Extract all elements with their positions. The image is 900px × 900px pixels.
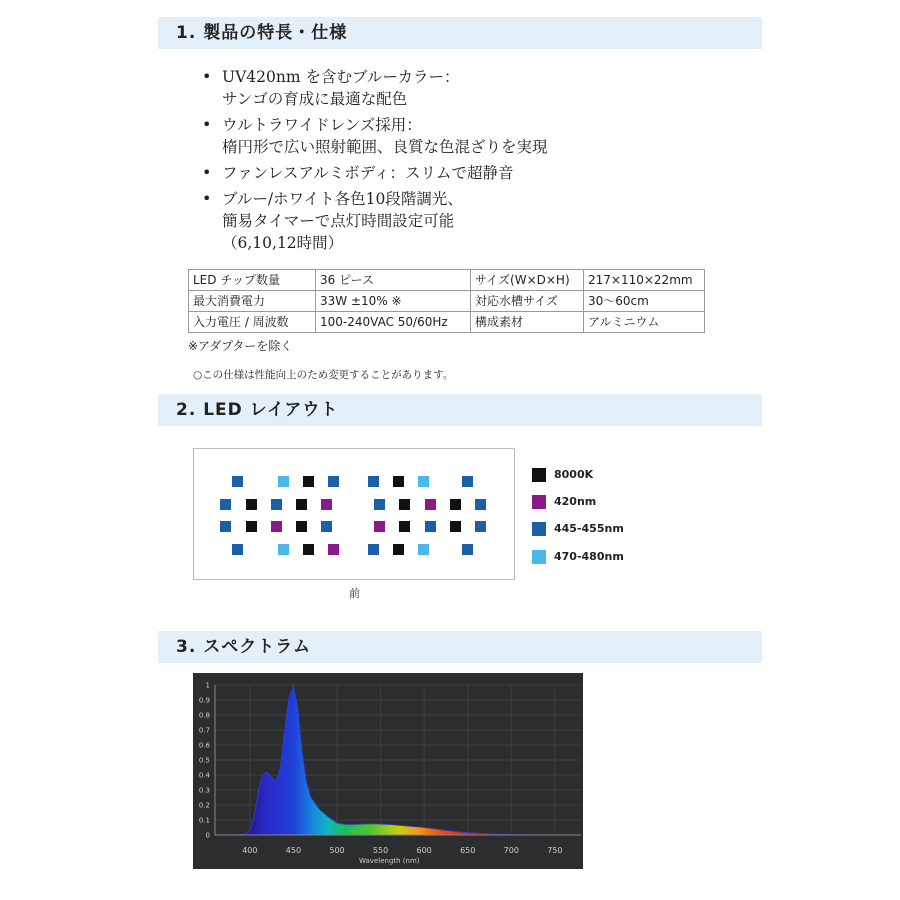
spec-value: 33W ±10% ※ — [316, 291, 471, 312]
front-label: 前 — [349, 587, 360, 600]
led-chip — [450, 521, 461, 532]
section-heading-features: 1. 製品の特長・仕様 — [158, 17, 762, 49]
spec-label: LED チップ数量 — [189, 270, 316, 291]
feature-item — [200, 162, 548, 184]
feature-list — [200, 66, 548, 258]
feature-item — [200, 66, 548, 110]
led-chip — [368, 476, 379, 487]
section-heading-led-layout: 2. LED レイアウト — [158, 394, 762, 426]
led-chip — [450, 499, 461, 510]
led-chip — [418, 544, 429, 555]
y-tick-label: 0.5 — [198, 756, 210, 765]
feature-line: サンゴの育成に最適な配色 — [222, 90, 408, 108]
led-chip — [321, 521, 332, 532]
feature-line: • UV420nm を含むブルーカラー： — [222, 68, 460, 86]
legend-swatch — [532, 550, 546, 564]
spec-value: 30〜60cm — [584, 291, 705, 312]
led-chip — [425, 521, 436, 532]
led-chip — [393, 476, 404, 487]
feature-line: 簡易タイマーで点灯時間設定可能 — [222, 212, 455, 230]
feature-item — [200, 114, 548, 158]
y-tick-label: 0.2 — [198, 801, 210, 810]
spectrum-chart — [193, 673, 583, 869]
led-chip — [328, 476, 339, 487]
feature-line: • ファンレスアルミボディ：スリムで超静音 — [222, 164, 514, 182]
x-tick-label: 600 — [416, 846, 432, 855]
spec-value: 217×110×22mm — [584, 270, 705, 291]
section-heading-spectrum: 3. スペクトラム — [158, 631, 762, 663]
led-chip — [462, 476, 473, 487]
y-tick-label: 1 — [205, 681, 210, 690]
spec-value: アルミニウム — [584, 312, 705, 333]
legend-swatch — [532, 468, 546, 482]
spec-value: 36 ピース — [316, 270, 471, 291]
led-chip — [220, 499, 231, 510]
led-chip — [399, 521, 410, 532]
y-tick-label: 0.7 — [198, 726, 210, 735]
y-tick-label: 0.9 — [198, 696, 210, 705]
led-chip — [462, 544, 473, 555]
y-tick-label: 0.4 — [198, 771, 210, 780]
legend-swatch — [532, 495, 546, 509]
y-tick-label: 0.8 — [198, 711, 210, 720]
y-tick-label: 0.1 — [198, 816, 210, 825]
led-chip — [303, 476, 314, 487]
led-chip — [475, 499, 486, 510]
feature-line: 楕円形で広い照射範囲、良質な色混ざりを実現 — [222, 138, 548, 156]
led-chip — [246, 521, 257, 532]
x-tick-label: 700 — [503, 846, 519, 855]
spec-label: 構成素材 — [471, 312, 584, 333]
led-chip — [393, 544, 404, 555]
led-chip — [475, 521, 486, 532]
feature-item — [200, 188, 548, 254]
legend-label: 8000K — [554, 468, 594, 481]
led-chip — [368, 544, 379, 555]
spec-label: 最大消費電力 — [189, 291, 316, 312]
x-tick-label: 650 — [460, 846, 476, 855]
led-layout-diagram — [193, 448, 515, 580]
y-tick-label: 0.3 — [198, 786, 210, 795]
x-tick-label: 400 — [242, 846, 258, 855]
feature-line: • ウルトラワイドレンズ採用： — [222, 116, 422, 134]
led-chip — [303, 544, 314, 555]
led-chip — [232, 544, 243, 555]
led-chip — [328, 544, 339, 555]
chart-background — [193, 673, 583, 869]
table-row — [189, 270, 705, 291]
table-row — [189, 312, 705, 333]
legend-swatch — [532, 522, 546, 536]
led-chip — [374, 521, 385, 532]
x-tick-label: 750 — [547, 846, 563, 855]
table-row — [189, 291, 705, 312]
legend-label: 420nm — [554, 495, 597, 508]
led-chip — [246, 499, 257, 510]
adapter-note: ※アダプターを除く — [188, 339, 293, 353]
led-chip — [425, 499, 436, 510]
legend-label: 470-480nm — [554, 550, 624, 563]
led-chip — [296, 521, 307, 532]
led-chip — [296, 499, 307, 510]
led-chip — [220, 521, 231, 532]
spec-value: 100-240VAC 50/60Hz — [316, 312, 471, 333]
spec-label: サイズ(W×D×H) — [471, 270, 584, 291]
led-chip — [278, 476, 289, 487]
y-tick-label: 0.6 — [198, 741, 210, 750]
led-chip — [271, 499, 282, 510]
legend-label: 445-455nm — [554, 522, 624, 535]
led-chip — [321, 499, 332, 510]
spec-label: 入力電圧 / 周波数 — [189, 312, 316, 333]
led-chip — [418, 476, 429, 487]
led-chip — [271, 521, 282, 532]
x-tick-label: 500 — [329, 846, 345, 855]
feature-line: （6,10,12時間） — [222, 234, 344, 252]
disclaimer-note: ○この仕様は性能向上のため変更することがあります。 — [193, 369, 454, 381]
x-axis-label: Wavelength (nm) — [359, 857, 420, 865]
spec-label: 対応水槽サイズ — [471, 291, 584, 312]
led-chip — [232, 476, 243, 487]
spec-table — [188, 269, 705, 333]
y-tick-label: 0 — [205, 831, 210, 840]
led-chip — [399, 499, 410, 510]
led-chip — [374, 499, 385, 510]
led-chip — [278, 544, 289, 555]
feature-line: • ブルー/ホワイト各色10段階調光、 — [222, 190, 463, 208]
x-tick-label: 550 — [372, 846, 389, 855]
x-tick-label: 450 — [285, 846, 302, 855]
